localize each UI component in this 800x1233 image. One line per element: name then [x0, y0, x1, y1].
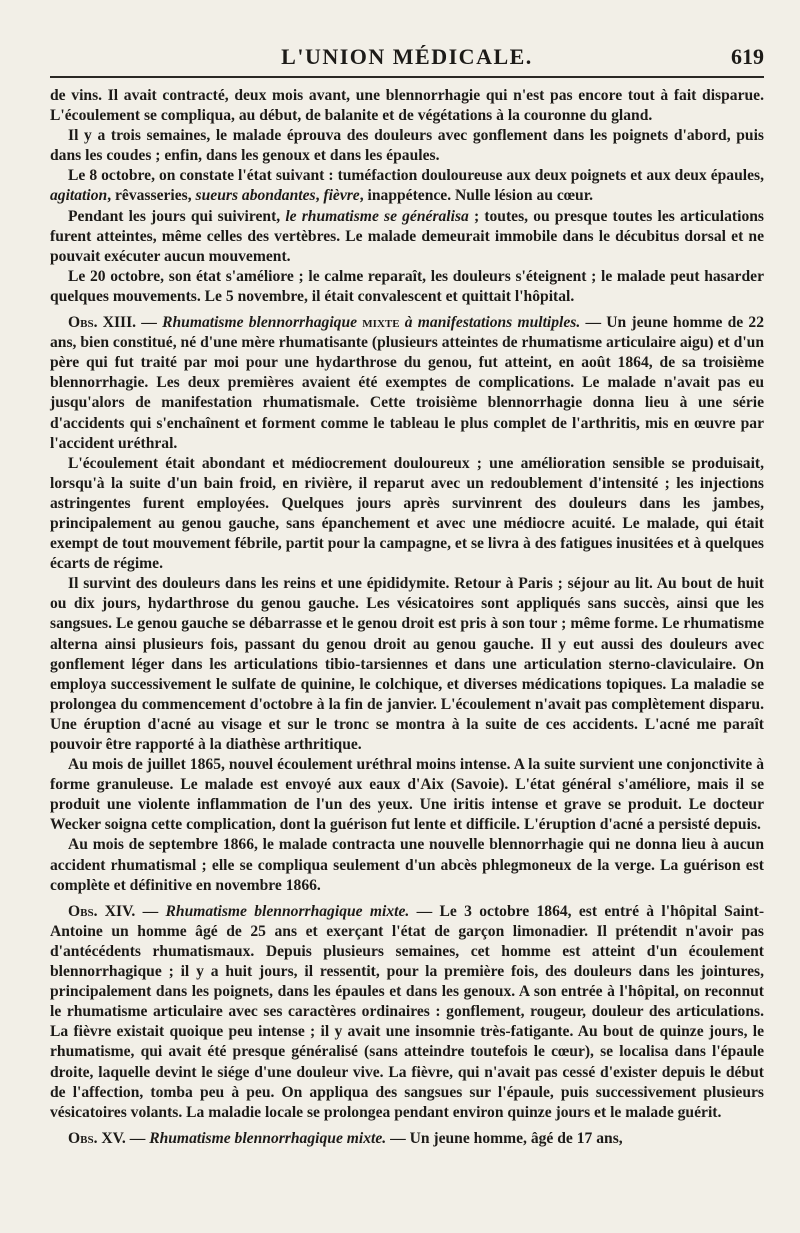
journal-title: L'UNION MÉDICALE.: [281, 44, 533, 69]
paragraph: Il survint des douleurs dans les reins et une épididymite. Retour à Paris ; séjour au lit. Au bout de huit ou dix jours, hydarthrose du genou gauche. Les vésicatoires sont appliqués sans succès, ainsi que les sangsues. Le genou gauche se débarrasse et le genou droit est pris à son tour ; même forme. Le rhumatisme alterna ainsi plusieurs fois, passant du genou droit au genou gauche. Il y eut aussi des douleurs avec gonflement léger dans les articulations tibio-tarsiennes et dans une articulation sterno-claviculaire. On employa successivement le sulfate de quinine, le colchique, et diverses médications topiques. La maladie se prolongea du commencement d'octobre à la fin de janvier. L'écoulement n'avait pas complètement disparu. Une éruption d'acné au visage et sur le tronc se montra à la suite de ces accidents. L'acné me paraît pouvoir être rapporté à la diathèse arthritique.: [50, 575, 764, 753]
page-number: 619: [731, 44, 764, 69]
observation-label: Obs. XIII.: [68, 314, 137, 332]
observation-xv: Obs. XV. — Rhumatisme blennorrhagique mixte. — Un jeune homme, âgé de 17 ans,: [68, 1129, 623, 1147]
paragraph: Le 8 octobre, on constate l'état suivant : tuméfaction douloureuse aux deux poignets et aux deux épaules, agitation, rêvasseries, sueurs abondantes, fièvre, inappétence. Nulle lésion au cœur.: [50, 167, 764, 205]
article-body: [50, 86, 764, 1149]
paragraph: Au mois de septembre 1866, le malade contracta une nouvelle blennorrhagie qui ne donna lieu à aucun accident rhumatismal ; elle se compliqua seulement d'un abcès phlegmoneux de la verge. La guérison est complète et définitive en novembre 1866.: [50, 836, 764, 894]
paragraph: Au mois de juillet 1865, nouvel écoulement uréthral moins intense. A la suite survient une conjonctivite à forme granuleuse. Le malade est envoyé aux eaux d'Aix (Savoie). L'état général s'améliore, mais il se produit une violente inflammation de l'un des yeux. Une iritis intense et grave se produit. Le docteur Wecker soigna cette complication, dont la guérison fut lente et difficile. L'éruption d'acné a persisté depuis.: [50, 756, 764, 834]
paragraph: Le 20 octobre, son état s'améliore ; le calme reparaît, les douleurs s'éteignent ; le malade peut hasarder quelques mouvements. Le 5 novembre, il était convalescent et quittait l'hôpital.: [50, 267, 764, 305]
paragraph: L'écoulement était abondant et médiocrement douloureux ; une amélioration sensible se produisait, lorsqu'à la suite d'un bain froid, en rivière, il reparut avec un redoublement d'intensité ; les injections astringentes furent employées. Quelques jours après survinrent des douleurs dans les jambes, principalement au genou gauche, sans épanchement et avec une médiocre acuité. Le malade, qui était exempt de tout mouvement fébrile, partit pour la campagne, et se livra à des fatigues inusitées et à quelques écarts de régime.: [50, 454, 764, 573]
observation-label: Obs. XIV.: [68, 902, 136, 920]
observation-xiii: Obs. XIII. — Rhumatisme blennorrhagique mixte à manifestations multiples. — Un jeune homme de 22 ans, bien constitué, né d'une mère rhumatisante (plusieurs atteintes de rhumatisme articulaire aigu) et d'un père qui fut traité par moi pour une hydarthrose du genou, fut atteint, en août 1864, de sa troisième blennorrhagie. Les deux premières avaient été exemptes de complications. Le malade n'avait pas eu jusqu'alors de manifestation rhumatismale. Cette troisième blennorrhagie donna lieu à une série d'accidents qui s'enchaînent et forment comme le tableau le plus complet de l'arthritis, mis en œuvre par l'accident uréthral.: [50, 314, 764, 452]
paragraph: Il y a trois semaines, le malade éprouva des douleurs avec gonflement dans les poignets d'abord, puis dans les coudes ; enfin, dans les genoux et dans les épaules.: [50, 127, 764, 165]
paragraph: Pendant les jours qui suivirent, le rhumatisme se généralisa ; toutes, ou presque toutes les articulations furent atteintes, même celles des vertèbres. Le malade demeurait immobile dans le décubitus dorsal et ne pouvait exécuter aucun mouvement.: [50, 207, 764, 265]
observation-xiv: Obs. XIV. — Rhumatisme blennorrhagique mixte. — Le 3 octobre 1864, est entré à l'hôpital Saint-Antoine un homme âgé de 25 ans et exerçant l'état de garçon limonadier. Il prétendit n'avoir pas d'antécédents rhumatismaux. Depuis plusieurs semaines, cet homme est atteint d'un écoulement blennorrhagique ; il y a huit jours, il ressentit, pour la première fois, des douleurs dans les jointures, principalement dans les poignets, dans les épaules et dans les genoux. A son entrée à l'hôpital, on reconnut le rhumatisme articulaire avec ses caractères ordinaires : gonflement, rougeur, douleur des articulations. La fièvre existait quoique peu intense ; il y avait une insomnie très-fatigante. Au bout de quinze jours, le rhumatisme, qui avait été presque généralisé (sans atteindre toutefois le cœur), se localisa dans l'épaule droite, laquelle devint le siége d'une douleur vive. La fièvre, qui n'avait pas cessé d'exister depuis le début de l'affection, tomba peu à peu. On appliqua des sangsues sur l'épaule, puis successivement plusieurs vésicatoires volants. La maladie locale se prolongea pendant environ quinze jours et le malade guérit.: [50, 902, 765, 1121]
running-header: [50, 40, 764, 78]
observation-label: Obs. XV.: [68, 1129, 126, 1147]
paragraph: de vins. Il avait contracté, deux mois avant, une blennorrhagie qui n'est pas encore tout à fait disparue. L'écoulement se compliqua, au début, de balanite et de végétations à la couronne du gland.: [50, 87, 764, 125]
